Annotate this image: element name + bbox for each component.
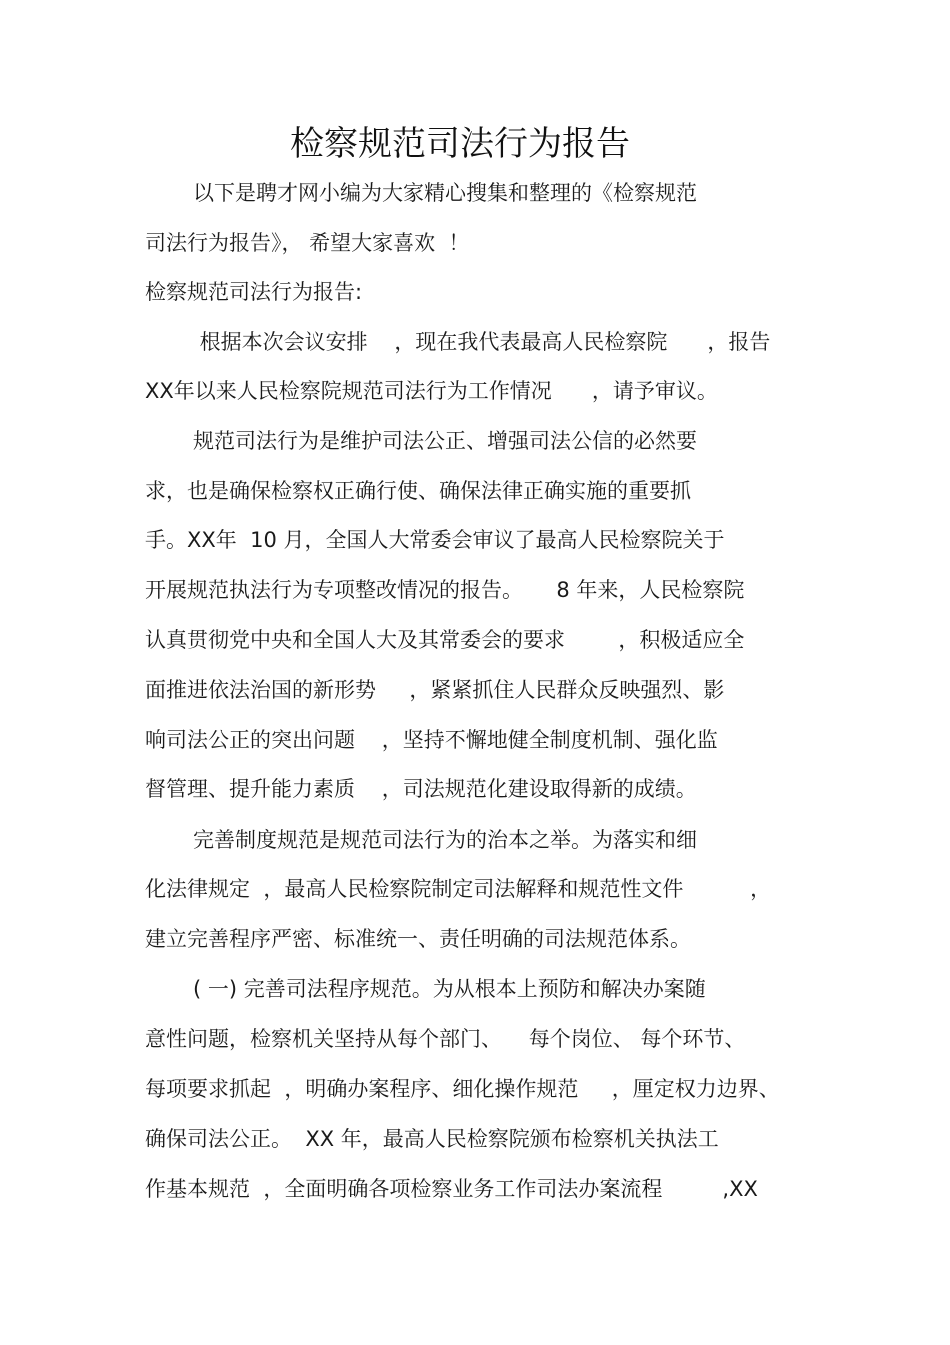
body-line: 化法律规定 ，最高人民检察院制定司法解释和规范性文件 ， [145, 877, 772, 901]
body-line: 检察规范司法行为报告: [145, 280, 363, 304]
body-line: 完善制度规范是规范司法行为的治本之举。为落实和细 [193, 828, 697, 852]
body-line: XX年以来人民检察院规范司法行为工作情况 ，请予审议。 [145, 379, 718, 403]
body-line: 督管理、提升能力素质 ，司法规范化建设取得新的成绩。 [145, 777, 697, 801]
body-line: 认真贯彻党中央和全国人大及其常委会的要求 ，积极适应全 [145, 628, 745, 652]
body-line: 开展规范执法行为专项整改情况的报告。 8 年来，人民检察院 [145, 578, 745, 602]
body-line: 意性问题，检察机关坚持从每个部门、 每个岗位、 每个环节、 [145, 1027, 746, 1051]
body-line: 求，也是确保检察权正确行使、确保法律正确实施的重要抓 [145, 479, 691, 503]
body-line: 规范司法行为是维护司法公正、增强司法公信的必然要 [193, 429, 697, 453]
body-line: 根据本次会议安排 ，现在我代表最高人民检察院 ，报告 [193, 330, 771, 354]
body-line: 建立完善程序严密、标准统一、责任明确的司法规范体系。 [145, 927, 691, 951]
body-line: 响司法公正的突出问题 ，坚持不懈地健全制度机制、强化监 [145, 728, 718, 752]
body-line: 每项要求抓起 ，明确办案程序、细化操作规范 ，厘定权力边界、 [145, 1077, 780, 1101]
body-line: 手。XX年 10 月，全国人大常委会审议了最高人民检察院关于 [145, 528, 725, 552]
body-line: 面推进依法治国的新形势 ，紧紧抓住人民群众反映强烈、影 [145, 678, 725, 702]
body-line: 司法行为报告》， 希望大家喜欢 ！ [145, 231, 470, 255]
body-line: 以下是聘才网小编为大家精心搜集和整理的《检察规范 [193, 181, 697, 205]
body-line: 确保司法公正。 XX 年，最高人民检察院颁布检察机关执法工 [145, 1127, 719, 1151]
body-line: 作基本规范 ，全面明确各项检察业务工作司法办案流程 ,XX [145, 1177, 758, 1201]
body-line: ( 一) 完善司法程序规范。为从根本上预防和解决办案随 [193, 977, 706, 1001]
document-title: 检察规范司法行为报告 [290, 124, 630, 164]
